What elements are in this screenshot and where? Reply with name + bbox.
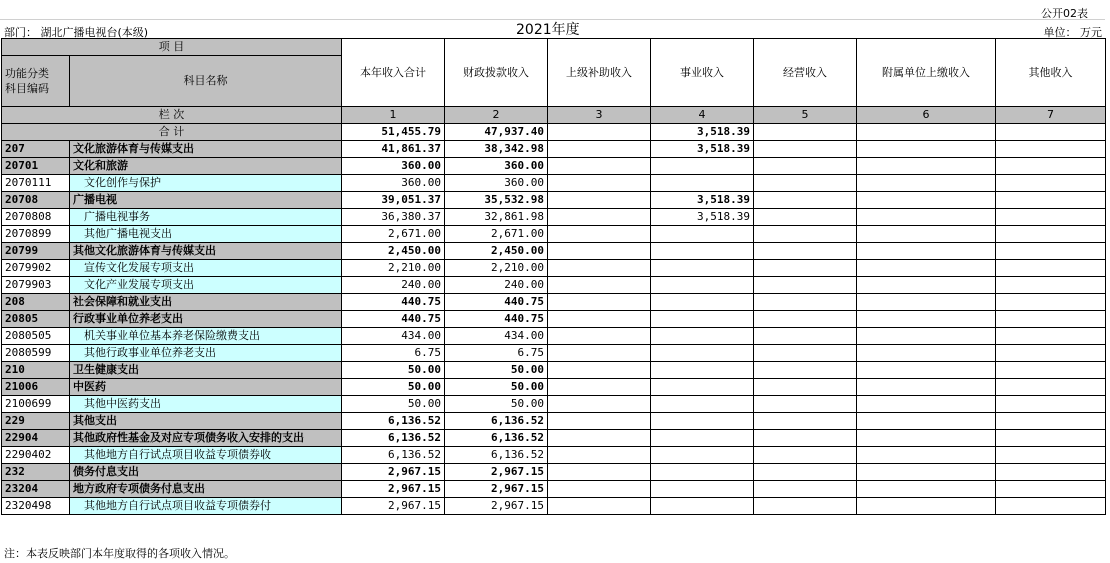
row-value-cell-1: 39,051.37 (342, 192, 445, 209)
row-code-cell: 232 (2, 464, 70, 481)
row-value-cell-6 (857, 277, 996, 294)
row-value-cell-5 (754, 311, 857, 328)
row-value-cell-4 (651, 294, 754, 311)
row-value-cell-4 (651, 447, 754, 464)
row-value-cell-7 (996, 311, 1106, 328)
table-row (2, 158, 1106, 175)
row-value-cell-1: 41,861.37 (342, 141, 445, 158)
row-value-cell-6 (857, 362, 996, 379)
col-number-6: 6 (857, 107, 996, 124)
row-value-cell-6 (857, 141, 996, 158)
row-value-cell-5 (754, 175, 857, 192)
row-value-cell-1: 2,967.15 (342, 464, 445, 481)
row-value-cell-2: 6,136.52 (445, 413, 548, 430)
col-header-2: 财政拨款收入 (445, 39, 548, 107)
row-value-cell-6 (857, 396, 996, 413)
col-header-3: 上级补助收入 (548, 39, 651, 107)
table-row (2, 362, 1106, 379)
row-value-cell-5 (754, 481, 857, 498)
row-value-cell-2: 440.75 (445, 311, 548, 328)
row-value-cell-7 (996, 141, 1106, 158)
row-value-cell-2: 434.00 (445, 328, 548, 345)
row-value-cell-6 (857, 379, 996, 396)
row-value-cell-7 (996, 209, 1106, 226)
row-name-cell: 行政事业单位养老支出 (70, 311, 342, 328)
row-name-cell: 债务付息支出 (70, 464, 342, 481)
row-value-cell-5 (754, 294, 857, 311)
row-value-cell-2: 2,210.00 (445, 260, 548, 277)
func-code-header-line1: 功能分类 (5, 67, 49, 80)
row-value-cell-3 (548, 226, 651, 243)
row-value-cell-4 (651, 430, 754, 447)
row-value-cell-7 (996, 294, 1106, 311)
row-value-cell-5 (754, 413, 857, 430)
row-value-cell-4 (651, 311, 754, 328)
func-code-header-line2: 科目编码 (5, 82, 49, 95)
row-value-cell-5 (754, 141, 857, 158)
row-value-cell-2: 240.00 (445, 277, 548, 294)
item-header: 项 目 (2, 39, 342, 56)
row-value-cell-2: 360.00 (445, 175, 548, 192)
row-value-cell-2: 6,136.52 (445, 447, 548, 464)
year-title: 2021年度 (516, 22, 580, 38)
row-value-cell-1: 240.00 (342, 277, 445, 294)
row-value-cell-4 (651, 243, 754, 260)
row-value-cell-2: 50.00 (445, 362, 548, 379)
row-value-cell-3 (548, 481, 651, 498)
row-value-cell-4 (651, 328, 754, 345)
row-value-cell-7 (996, 498, 1106, 515)
total-cell-2: 47,937.40 (445, 124, 548, 141)
row-value-cell-3 (548, 277, 651, 294)
row-code-cell: 2070808 (2, 209, 70, 226)
table-row (2, 498, 1106, 515)
table-row (2, 226, 1106, 243)
row-name-cell: 其他地方自行试点项目收益专项债券付 (70, 498, 342, 515)
col-number-2: 2 (445, 107, 548, 124)
total-cell-4: 3,518.39 (651, 124, 754, 141)
row-value-cell-4 (651, 345, 754, 362)
table-row (2, 413, 1106, 430)
row-code-cell: 2320498 (2, 498, 70, 515)
total-cell-7 (996, 124, 1106, 141)
footnote: 注：本表反映部门本年度取得的各项收入情况。 (4, 547, 235, 560)
row-value-cell-1: 6.75 (342, 345, 445, 362)
row-value-cell-6 (857, 294, 996, 311)
row-value-cell-4 (651, 379, 754, 396)
row-value-cell-7 (996, 345, 1106, 362)
col-header-1: 本年收入合计 (342, 39, 445, 107)
row-value-cell-2: 2,671.00 (445, 226, 548, 243)
row-value-cell-4 (651, 396, 754, 413)
row-value-cell-1: 2,967.15 (342, 498, 445, 515)
row-value-cell-6 (857, 430, 996, 447)
row-value-cell-6 (857, 464, 996, 481)
row-value-cell-3 (548, 209, 651, 226)
row-value-cell-3 (548, 192, 651, 209)
row-value-cell-1: 6,136.52 (342, 447, 445, 464)
row-name-cell: 其他中医药支出 (70, 396, 342, 413)
row-name-cell: 其他行政事业单位养老支出 (70, 345, 342, 362)
row-label-header: 栏 次 (2, 107, 342, 124)
row-code-cell: 210 (2, 362, 70, 379)
row-value-cell-2: 38,342.98 (445, 141, 548, 158)
row-value-cell-1: 2,671.00 (342, 226, 445, 243)
row-value-cell-5 (754, 158, 857, 175)
department-label: 部门： 湖北广播电视台(本级) (4, 26, 149, 39)
row-value-cell-1: 360.00 (342, 175, 445, 192)
row-value-cell-1: 50.00 (342, 396, 445, 413)
row-value-cell-1: 434.00 (342, 328, 445, 345)
row-value-cell-4: 3,518.39 (651, 141, 754, 158)
row-value-cell-4 (651, 277, 754, 294)
table-row (2, 481, 1106, 498)
row-value-cell-5 (754, 430, 857, 447)
table-row (2, 141, 1106, 158)
table-row (2, 294, 1106, 311)
row-value-cell-6 (857, 192, 996, 209)
row-name-cell: 文化和旅游 (70, 158, 342, 175)
row-name-cell: 地方政府专项债务付息支出 (70, 481, 342, 498)
row-value-cell-7 (996, 260, 1106, 277)
row-value-cell-3 (548, 362, 651, 379)
row-value-cell-5 (754, 498, 857, 515)
total-cell-6 (857, 124, 996, 141)
row-value-cell-2: 50.00 (445, 379, 548, 396)
row-value-cell-7 (996, 379, 1106, 396)
row-value-cell-1: 2,210.00 (342, 260, 445, 277)
row-value-cell-7 (996, 158, 1106, 175)
row-value-cell-3 (548, 260, 651, 277)
row-name-cell: 广播电视 (70, 192, 342, 209)
row-value-cell-2: 2,967.15 (445, 481, 548, 498)
row-value-cell-1: 440.75 (342, 294, 445, 311)
row-value-cell-3 (548, 243, 651, 260)
row-value-cell-6 (857, 345, 996, 362)
row-value-cell-2: 50.00 (445, 396, 548, 413)
row-value-cell-6 (857, 328, 996, 345)
row-value-cell-1: 440.75 (342, 311, 445, 328)
row-value-cell-6 (857, 498, 996, 515)
row-value-cell-1: 6,136.52 (342, 430, 445, 447)
row-value-cell-5 (754, 345, 857, 362)
row-value-cell-3 (548, 345, 651, 362)
row-value-cell-3 (548, 464, 651, 481)
row-name-cell: 宣传文化发展专项支出 (70, 260, 342, 277)
row-value-cell-3 (548, 141, 651, 158)
row-value-cell-6 (857, 413, 996, 430)
row-code-cell: 2070111 (2, 175, 70, 192)
row-value-cell-3 (548, 447, 651, 464)
row-name-cell: 社会保障和就业支出 (70, 294, 342, 311)
table-row (2, 175, 1106, 192)
row-value-cell-7 (996, 362, 1106, 379)
row-value-cell-5 (754, 192, 857, 209)
row-value-cell-1: 36,380.37 (342, 209, 445, 226)
row-value-cell-5 (754, 328, 857, 345)
row-value-cell-6 (857, 158, 996, 175)
row-value-cell-2: 440.75 (445, 294, 548, 311)
row-code-cell: 2079902 (2, 260, 70, 277)
row-name-cell: 广播电视事务 (70, 209, 342, 226)
row-value-cell-3 (548, 175, 651, 192)
row-value-cell-1: 50.00 (342, 362, 445, 379)
table-row (2, 345, 1106, 362)
row-value-cell-7 (996, 481, 1106, 498)
row-value-cell-2: 360.00 (445, 158, 548, 175)
row-code-cell: 20805 (2, 311, 70, 328)
row-value-cell-7 (996, 413, 1106, 430)
row-value-cell-1: 2,967.15 (342, 481, 445, 498)
row-value-cell-6 (857, 209, 996, 226)
row-value-cell-4: 3,518.39 (651, 192, 754, 209)
row-code-cell: 2079903 (2, 277, 70, 294)
unit-label: 单位： 万元 (1043, 26, 1102, 39)
row-value-cell-3 (548, 311, 651, 328)
row-value-cell-5 (754, 243, 857, 260)
row-value-cell-4 (651, 413, 754, 430)
row-value-cell-5 (754, 226, 857, 243)
row-name-cell: 其他政府性基金及对应专项债务收入安排的支出 (70, 430, 342, 447)
row-value-cell-5 (754, 260, 857, 277)
row-code-cell: 2080505 (2, 328, 70, 345)
table-row (2, 260, 1106, 277)
row-code-cell: 20708 (2, 192, 70, 209)
row-value-cell-6 (857, 226, 996, 243)
row-name-cell: 卫生健康支出 (70, 362, 342, 379)
table-row (2, 396, 1106, 413)
row-value-cell-3 (548, 396, 651, 413)
row-value-cell-3 (548, 379, 651, 396)
row-value-cell-2: 2,450.00 (445, 243, 548, 260)
row-code-cell: 20799 (2, 243, 70, 260)
row-code-cell: 208 (2, 294, 70, 311)
row-value-cell-7 (996, 328, 1106, 345)
row-value-cell-4 (651, 158, 754, 175)
row-value-cell-7 (996, 226, 1106, 243)
form-number: 公开02表 (1041, 7, 1088, 20)
row-value-cell-7 (996, 430, 1106, 447)
total-cell-3 (548, 124, 651, 141)
table-row (2, 311, 1106, 328)
row-code-cell: 2290402 (2, 447, 70, 464)
row-name-cell: 其他文化旅游体育与传媒支出 (70, 243, 342, 260)
col-header-7: 其他收入 (996, 39, 1106, 107)
row-code-cell: 23204 (2, 481, 70, 498)
row-value-cell-1: 6,136.52 (342, 413, 445, 430)
row-value-cell-5 (754, 379, 857, 396)
table-row (2, 464, 1106, 481)
row-code-cell: 21006 (2, 379, 70, 396)
row-value-cell-4 (651, 260, 754, 277)
row-value-cell-5 (754, 396, 857, 413)
row-value-cell-7 (996, 464, 1106, 481)
row-value-cell-4: 3,518.39 (651, 209, 754, 226)
table-row (2, 430, 1106, 447)
row-code-cell: 20701 (2, 158, 70, 175)
col-number-1: 1 (342, 107, 445, 124)
row-code-cell: 207 (2, 141, 70, 158)
row-value-cell-5 (754, 447, 857, 464)
row-name-cell: 其他支出 (70, 413, 342, 430)
row-value-cell-4 (651, 362, 754, 379)
row-value-cell-2: 2,967.15 (445, 464, 548, 481)
col-header-6: 附属单位上缴收入 (857, 39, 996, 107)
row-value-cell-3 (548, 328, 651, 345)
row-value-cell-4 (651, 175, 754, 192)
row-code-cell: 2080599 (2, 345, 70, 362)
row-value-cell-1: 360.00 (342, 158, 445, 175)
col-number-4: 4 (651, 107, 754, 124)
col-number-7: 7 (996, 107, 1106, 124)
row-value-cell-3 (548, 430, 651, 447)
row-value-cell-3 (548, 294, 651, 311)
row-value-cell-4 (651, 498, 754, 515)
row-value-cell-6 (857, 243, 996, 260)
row-name-cell: 文化旅游体育与传媒支出 (70, 141, 342, 158)
row-value-cell-2: 32,861.98 (445, 209, 548, 226)
row-name-cell: 其他地方自行试点项目收益专项债券收 (70, 447, 342, 464)
row-value-cell-2: 6,136.52 (445, 430, 548, 447)
table-row (2, 192, 1106, 209)
row-value-cell-3 (548, 158, 651, 175)
row-value-cell-6 (857, 481, 996, 498)
row-value-cell-4 (651, 481, 754, 498)
row-value-cell-4 (651, 464, 754, 481)
row-value-cell-2: 35,532.98 (445, 192, 548, 209)
table-row (2, 328, 1106, 345)
row-name-cell: 其他广播电视支出 (70, 226, 342, 243)
row-value-cell-7 (996, 175, 1106, 192)
row-name-cell: 中医药 (70, 379, 342, 396)
row-value-cell-6 (857, 311, 996, 328)
row-code-cell: 2100699 (2, 396, 70, 413)
col-number-3: 3 (548, 107, 651, 124)
income-table (1, 38, 1106, 515)
row-value-cell-5 (754, 362, 857, 379)
subject-name-header: 科目名称 (70, 56, 342, 107)
row-value-cell-1: 2,450.00 (342, 243, 445, 260)
row-value-cell-6 (857, 447, 996, 464)
row-value-cell-5 (754, 277, 857, 294)
row-code-cell: 2070899 (2, 226, 70, 243)
row-value-cell-6 (857, 260, 996, 277)
row-value-cell-7 (996, 192, 1106, 209)
row-value-cell-7 (996, 396, 1106, 413)
row-name-cell: 文化产业发展专项支出 (70, 277, 342, 294)
table-row (2, 243, 1106, 260)
table-row (2, 379, 1106, 396)
row-value-cell-1: 50.00 (342, 379, 445, 396)
row-name-cell: 机关事业单位基本养老保险缴费支出 (70, 328, 342, 345)
col-header-5: 经营收入 (754, 39, 857, 107)
row-name-cell: 文化创作与保护 (70, 175, 342, 192)
row-code-cell: 22904 (2, 430, 70, 447)
col-number-5: 5 (754, 107, 857, 124)
table-row (2, 447, 1106, 464)
total-cell-5 (754, 124, 857, 141)
row-value-cell-6 (857, 175, 996, 192)
row-value-cell-5 (754, 209, 857, 226)
row-value-cell-2: 6.75 (445, 345, 548, 362)
func-code-header (2, 56, 70, 107)
row-value-cell-2: 2,967.15 (445, 498, 548, 515)
row-value-cell-3 (548, 413, 651, 430)
row-value-cell-5 (754, 464, 857, 481)
row-code-cell: 229 (2, 413, 70, 430)
col-header-4: 事业收入 (651, 39, 754, 107)
table-row (2, 209, 1106, 226)
total-cell-1: 51,455.79 (342, 124, 445, 141)
total-label: 合 计 (2, 124, 342, 141)
table-row (2, 277, 1106, 294)
row-value-cell-7 (996, 243, 1106, 260)
row-value-cell-7 (996, 447, 1106, 464)
row-value-cell-3 (548, 498, 651, 515)
row-value-cell-4 (651, 226, 754, 243)
row-value-cell-7 (996, 277, 1106, 294)
